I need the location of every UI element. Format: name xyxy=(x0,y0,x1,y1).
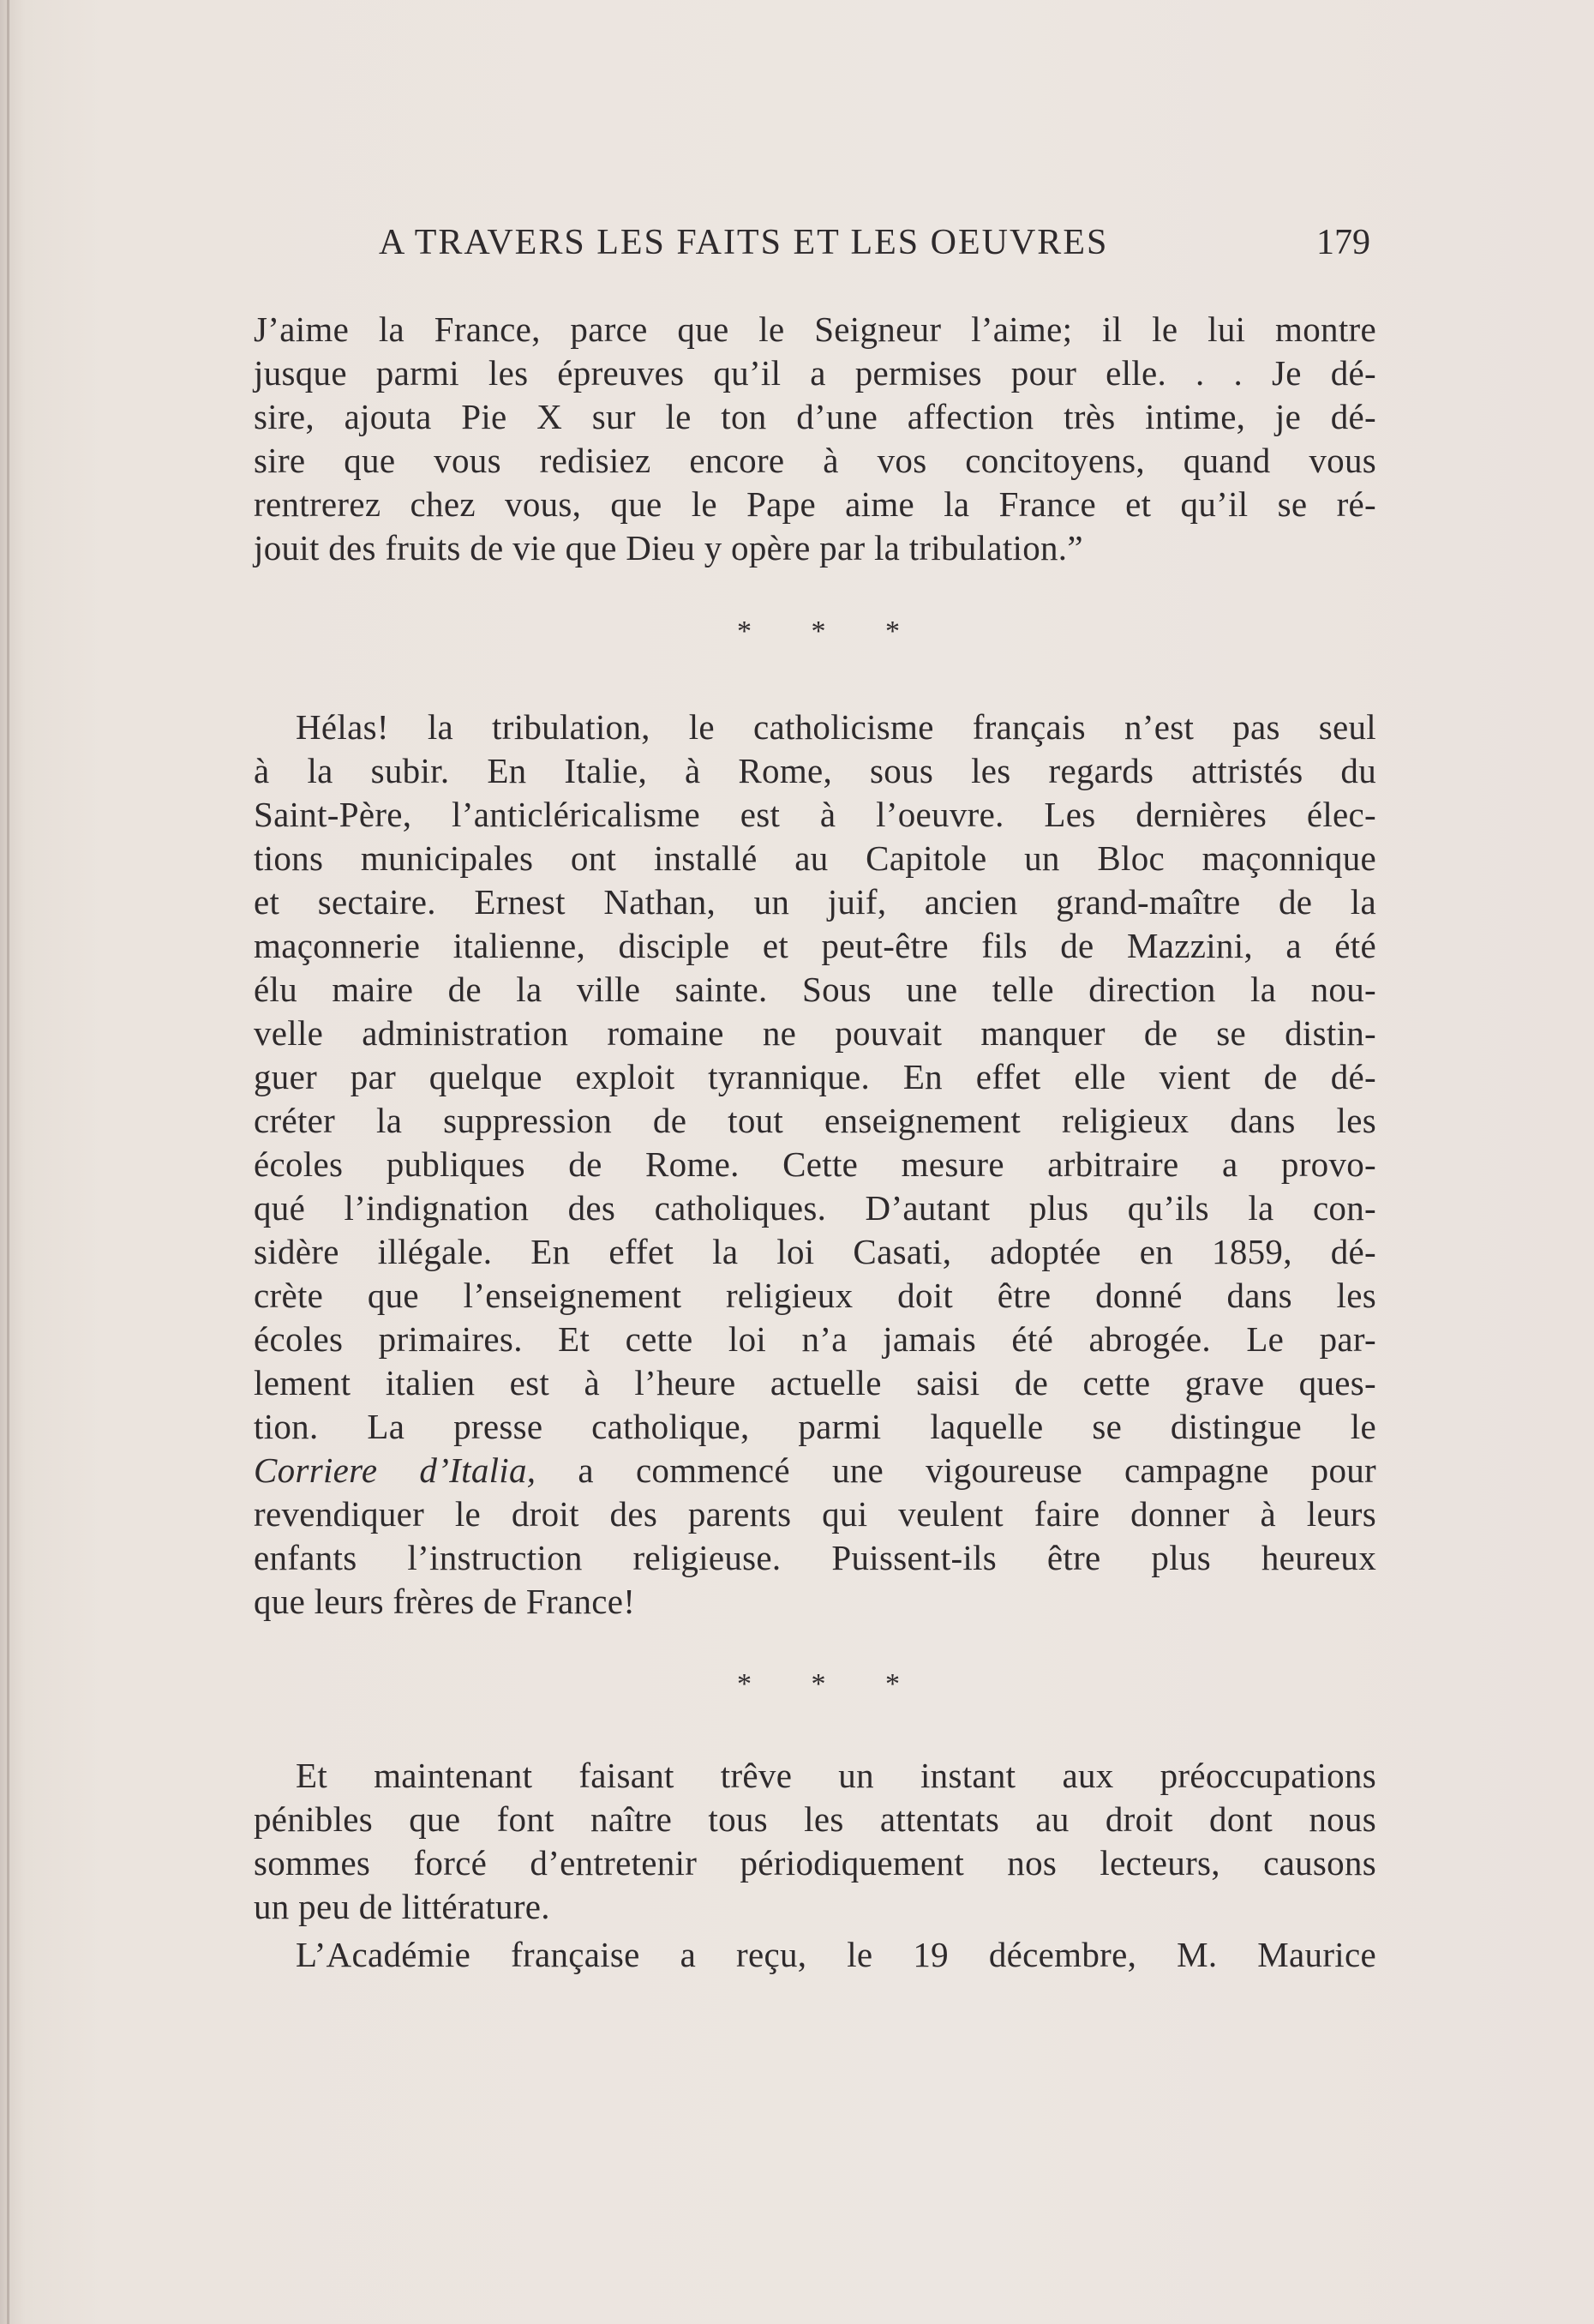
text-line xyxy=(254,1449,1376,1492)
text-line: écoles primaires. Et cette loi n’a jamais été abrogée. Le par- xyxy=(254,1319,1376,1359)
asterisk: * xyxy=(737,1668,752,1700)
text-line: que leurs frères de France! xyxy=(254,1582,636,1621)
text-line: rentrerez chez vous, que le Pape aime la France et qu’il se ré- xyxy=(254,484,1376,524)
asterisk: * xyxy=(885,616,900,647)
asterisk: * xyxy=(811,1668,826,1700)
text-line: sire que vous redisiez encore à vos concitoyens, quand vous xyxy=(254,441,1376,480)
text-line: jouit des fruits de vie que Dieu y opère par la tribulation.” xyxy=(254,528,1083,567)
text-line: sommes forcé d’entretenir périodiquement nos lecteurs, causons xyxy=(254,1843,1376,1883)
text-line: et sectaire. Ernest Nathan, un juif, ancien grand-maître de la xyxy=(254,882,1376,922)
text-line: Hélas! la tribulation, le catholicisme français n’est pas seul xyxy=(296,707,1376,747)
text-line: élu maire de la ville sainte. Sous une telle direction la nou- xyxy=(254,970,1376,1009)
text-line: à la subir. En Italie, à Rome, sous les regards attristés du xyxy=(254,751,1376,790)
text-line: Et maintenant faisant trêve un instant aux préoccupations xyxy=(296,1756,1376,1795)
page-binding-edge xyxy=(7,0,9,2324)
text-line: tions municipales ont installé au Capitole un Bloc maçonnique xyxy=(254,838,1376,878)
text-line: L’Académie française a reçu, le 19 décembre, M. Maurice xyxy=(296,1935,1376,1974)
asterisk: * xyxy=(885,1668,900,1700)
text-line: écoles publiques de Rome. Cette mesure arbitraire a provo- xyxy=(254,1144,1376,1184)
text-line: velle administration romaine ne pouvait manquer de se distin- xyxy=(254,1013,1376,1053)
text-line: un peu de littérature. xyxy=(254,1887,550,1926)
running-head xyxy=(254,217,1385,268)
text-fragment: a commencé une vigoureuse campagne pour xyxy=(536,1450,1377,1490)
text-line: tion. La presse catholique, parmi laquelle se distingue le xyxy=(254,1407,1376,1446)
text-line: Saint-Père, l’anticléricalisme est à l’oeuvre. Les dernières élec- xyxy=(254,795,1376,834)
text-line: J’aime la France, parce que le Seigneur l’aime; il le lui montre xyxy=(254,309,1376,349)
section-separator xyxy=(737,616,900,648)
page-number: 179 xyxy=(1316,223,1370,262)
running-head-title: A TRAVERS LES FAITS ET LES OEUVRES xyxy=(379,223,1109,262)
asterisk: * xyxy=(811,616,826,647)
text-line: pénibles que font naître tous les attentats au droit dont nous xyxy=(254,1799,1376,1839)
newspaper-title: Corriere d’Italia, xyxy=(254,1450,536,1490)
text-line: crète que l’enseignement religieux doit être donné dans les xyxy=(254,1276,1376,1315)
text-line: enfants l’instruction religieuse. Puissent-ils être plus heureux xyxy=(254,1538,1376,1577)
text-line: qué l’indignation des catholiques. D’autant plus qu’ils la con- xyxy=(254,1188,1376,1228)
text-line: jusque parmi les épreuves qu’il a permises pour elle. . . Je dé- xyxy=(254,353,1376,393)
text-line: sidère illégale. En effet la loi Casati, adoptée en 1859, dé- xyxy=(254,1232,1376,1271)
text-line: revendiquer le droit des parents qui veulent faire donner à leurs xyxy=(254,1494,1376,1534)
asterisk: * xyxy=(737,616,752,647)
text-line: sire, ajouta Pie X sur le ton d’une affection très intime, je dé- xyxy=(254,397,1376,436)
text-line: maçonnerie italienne, disciple et peut-être fils de Mazzini, a été xyxy=(254,926,1376,965)
text-line: lement italien est à l’heure actuelle saisi de cette grave ques- xyxy=(254,1363,1376,1402)
section-separator xyxy=(737,1668,900,1701)
text-line: créter la suppression de tout enseignement religieux dans les xyxy=(254,1101,1376,1140)
text-line: guer par quelque exploit tyrannique. En effet elle vient de dé- xyxy=(254,1057,1376,1096)
